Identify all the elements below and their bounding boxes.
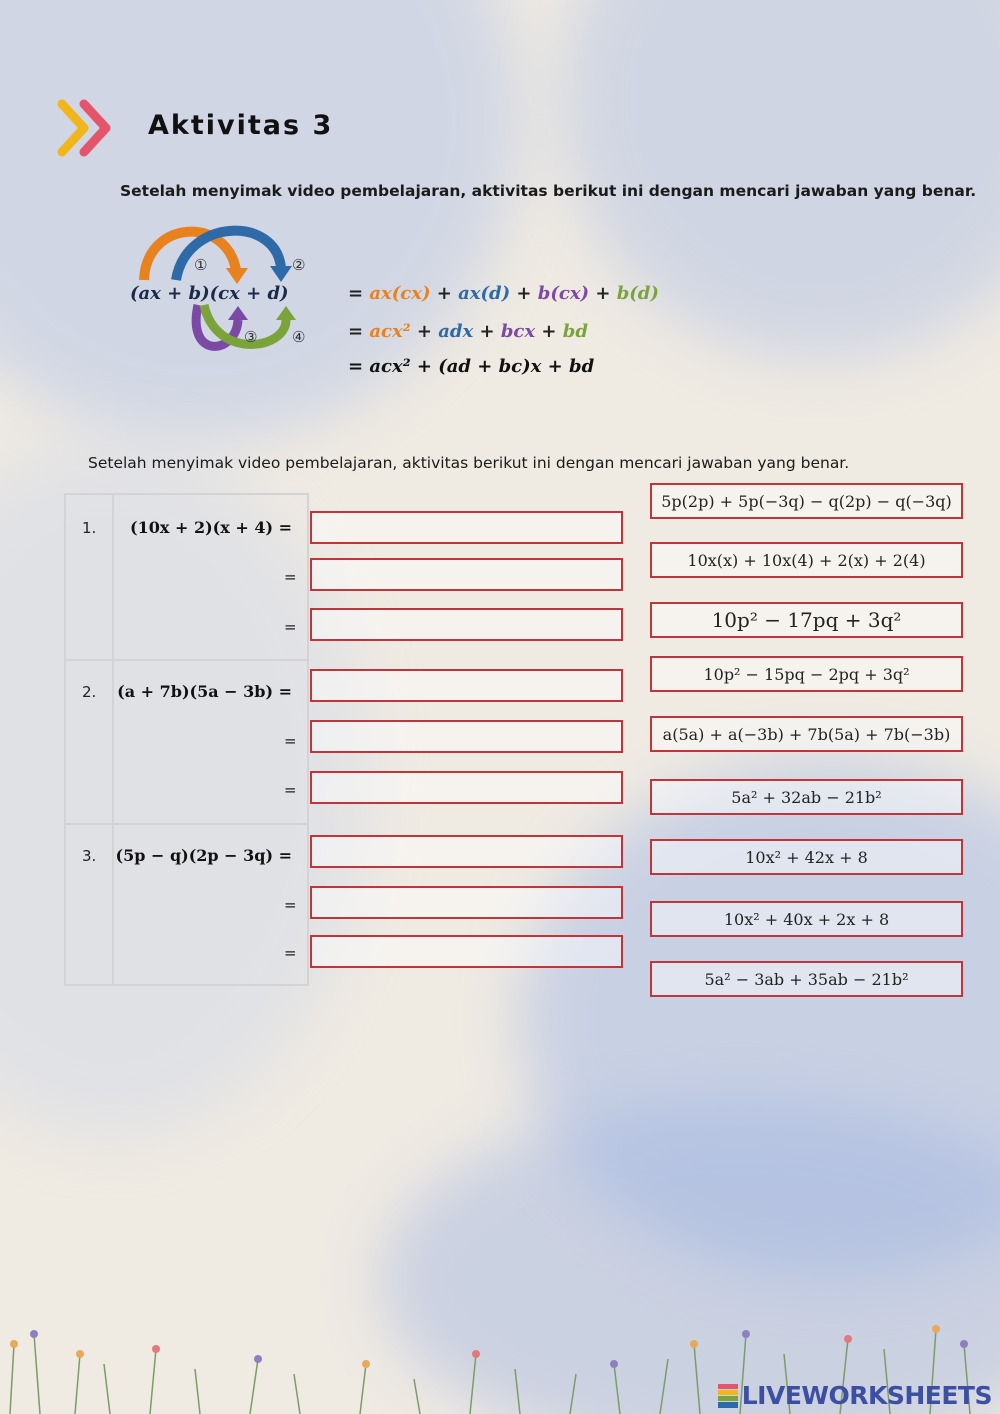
problem-number: 3. [82, 847, 97, 865]
equals-sign: = [284, 781, 297, 799]
double-chevron-icon [56, 98, 116, 158]
draggable-answer-card[interactable]: 10x² + 42x + 8 [650, 839, 963, 875]
answer-drop-slot[interactable] [310, 511, 623, 544]
draggable-answer-card[interactable]: 5p(2p) + 5p(−3q) − q(2p) − q(−3q) [650, 483, 963, 519]
step-label-1: ① [194, 256, 208, 274]
draggable-answer-card[interactable]: 10x² + 40x + 2x + 8 [650, 901, 963, 937]
answer-drop-slot[interactable] [310, 558, 623, 591]
step-label-2: ② [292, 256, 306, 274]
answer-drop-slot[interactable] [310, 886, 623, 919]
expansion-line-1: = ax(cx) + ax(d) + b(cx) + b(d) [348, 283, 659, 304]
problem-table [64, 493, 309, 986]
page-title: Aktivitas 3 [148, 110, 334, 141]
draggable-answer-card[interactable]: a(5a) + a(−3b) + 7b(5a) + 7b(−3b) [650, 716, 963, 752]
instruction-top: Setelah menyimak video pembelajaran, aktivitas berikut ini dengan mencari jawaban yang benar. [120, 182, 977, 200]
answer-drop-slot[interactable] [310, 935, 623, 968]
problem-expression: (a + 7b)(5a − 3b) = [117, 682, 292, 701]
instruction-table: Setelah menyimak video pembelajaran, aktivitas berikut ini dengan mencari jawaban yang benar. [88, 454, 850, 472]
brand-name: LIVEWORKSHEETS [741, 1381, 992, 1410]
draggable-answer-card[interactable]: 10x(x) + 10x(4) + 2(x) + 2(4) [650, 542, 963, 578]
liveworksheets-logo-icon [718, 1384, 738, 1408]
equals-sign: = [284, 568, 297, 586]
draggable-answer-card[interactable]: 10p² − 15pq − 2pq + 3q² [650, 656, 963, 692]
answer-drop-slot[interactable] [310, 669, 623, 702]
problem-expression: (10x + 2)(x + 4) = [130, 518, 292, 537]
liveworksheets-brand [718, 1381, 992, 1410]
answer-drop-slot[interactable] [310, 720, 623, 753]
problem-number: 1. [82, 519, 97, 537]
equals-sign: = [284, 732, 297, 750]
equals-sign: = [284, 896, 297, 914]
answer-drop-slot[interactable] [310, 608, 623, 641]
problem-number: 2. [82, 683, 97, 701]
equals-sign: = [284, 944, 297, 962]
binomial-expression: (ax + b)(cx + d) [130, 283, 289, 304]
answer-drop-slot[interactable] [310, 771, 623, 804]
answer-drop-slot[interactable] [310, 835, 623, 868]
draggable-answer-card[interactable]: 10p² − 17pq + 3q² [650, 602, 963, 638]
problem-expression: (5p − q)(2p − 3q) = [115, 846, 292, 865]
draggable-answer-card[interactable]: 5a² − 3ab + 35ab − 21b² [650, 961, 963, 997]
step-label-3: ③ [244, 328, 258, 346]
step-label-4: ④ [292, 328, 306, 346]
expansion-line-3: = acx² + (ad + bc)x + bd [348, 356, 595, 377]
draggable-answer-card[interactable]: 5a² + 32ab − 21b² [650, 779, 963, 815]
expansion-line-2: = acx² + adx + bcx + bd [348, 321, 588, 342]
equals-sign: = [284, 618, 297, 636]
